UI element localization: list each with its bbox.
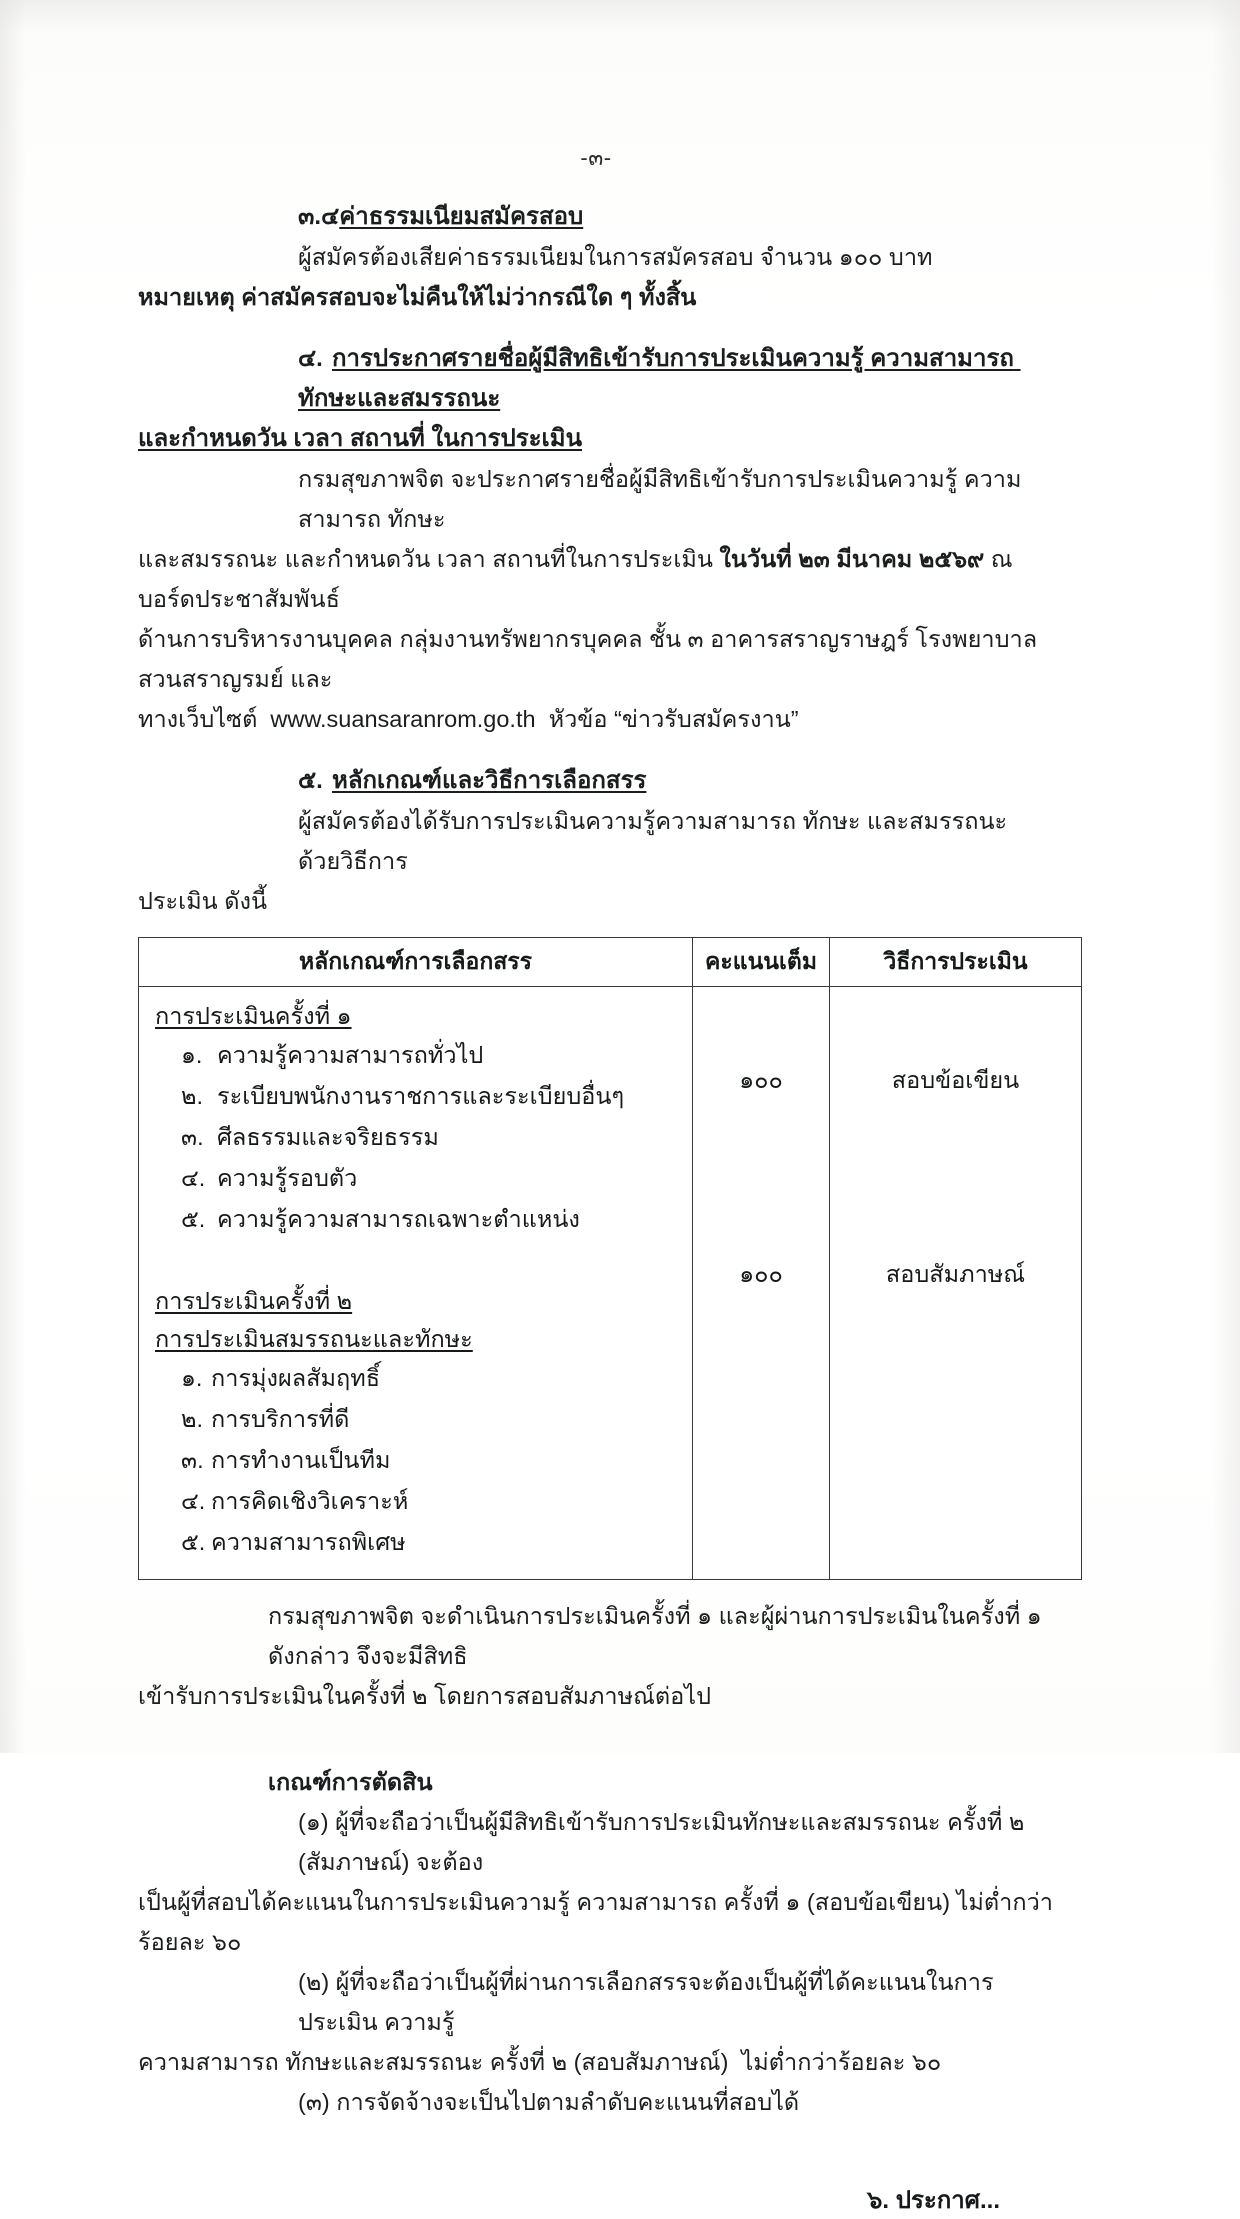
selection-criteria-table — [138, 937, 1082, 1580]
section-4-heading-text-1: การประกาศรายชื่อผู้มีสิทธิเข้ารับการประเมินความรู้ ความสามารถ ทักษะและสมรรถนะ — [298, 345, 1021, 412]
after-table-line1: กรมสุขภาพจิต จะดำเนินการประเมินครั้งที่ ๑ และผู้ผ่านการประเมินในครั้งที่ ๑ ดังกล่าว จึงจะมีสิทธิ — [268, 1603, 1049, 1669]
column-header-method: วิธีการประเมิน — [830, 938, 1082, 987]
after-table-line2: เข้ารับการประเมินในครั้งที่ ๒ โดยการสอบสัมภาษณ์ต่อไป — [138, 1683, 712, 1709]
item-number: ๓. — [181, 1447, 204, 1473]
section-3-4-body: ผู้สมัครต้องเสียค่าธรรมเนียมในการสมัครสอบ จำนวน ๑๐๐ บาท — [298, 244, 933, 270]
assessment-date: ในวันที่ ๒๓ มีนาคม ๒๕๖๙ — [719, 546, 985, 572]
item-text: การบริการที่ดี — [211, 1406, 350, 1432]
next-section-footer: ๖. ประกาศ... — [867, 2187, 1000, 2214]
column-header-criteria: หลักเกณฑ์การเลือกสรร — [139, 938, 693, 987]
list-item — [181, 1522, 676, 1563]
item-text: ความรู้ความสามารถเฉพาะตำแหน่ง — [217, 1206, 580, 1232]
section-5-body-line2: ประเมิน ดังนี้ — [138, 888, 268, 914]
round-1-title-wrap — [155, 997, 676, 1035]
item-number: ๕. — [181, 1529, 206, 1555]
section-4-heading-line1 — [138, 339, 1054, 419]
table-header — [139, 938, 1082, 987]
section-4-number: ๔. — [298, 345, 323, 372]
round-2-title-wrap — [155, 1282, 676, 1320]
section-4-body-line1: กรมสุขภาพจิต จะประกาศรายชื่อผู้มีสิทธิเข้ารับการประเมินความรู้ ความสามารถ ทักษะ — [298, 466, 1022, 532]
round-2-title: การประเมินครั้งที่ ๒ — [155, 1288, 353, 1314]
section-5-heading-text: หลักเกณฑ์และวิธีการเลือกสรร — [332, 767, 647, 794]
list-item — [181, 1440, 676, 1481]
section-3-4-number: ๓.๔ — [298, 203, 340, 230]
website-url[interactable]: www.suansaranrom.go.th — [270, 706, 536, 732]
decision-item-2-line2: ความสามารถ ทักษะและสมรรถนะ ครั้งที่ ๒ (สอบสัมภาษณ์) ไม่ต่ำกว่าร้อยละ ๖๐ — [138, 2049, 942, 2075]
section-3-4-note: หมายเหตุ ค่าสมัครสอบจะไม่คืนให้ไม่ว่ากรณีใด ๆ ทั้งสิ้น — [138, 284, 697, 310]
score-cell — [693, 987, 830, 1580]
round-1-score: ๑๐๐ — [739, 1067, 783, 1093]
decision-item-1-line1: (๑) ผู้ที่จะถือว่าเป็นผู้มีสิทธิเข้ารับการประเมินทักษะและสมรรถนะ ครั้งที่ ๒ (สัมภาษณ์) จะต้อง — [298, 1809, 1031, 1875]
section-5-body-line1: ผู้สมัครต้องได้รับการประเมินความรู้ความสามารถ ทักษะ และสมรรถนะ ด้วยวิธีการ — [298, 808, 1014, 874]
round-1-method: สอบข้อเขียน — [891, 1067, 1020, 1093]
round-1-item-list — [155, 1035, 676, 1240]
item-text: ระเบียบพนักงานราชการและระเบียบอื่นๆ — [217, 1083, 625, 1109]
item-text: ความรู้รอบตัว — [217, 1165, 358, 1191]
column-header-score: คะแนนเต็ม — [693, 938, 830, 987]
scan-shadow-left — [0, 0, 26, 1753]
item-text: การมุ่งผลสัมฤทธิ์ — [211, 1365, 381, 1391]
decision-item-1-line2: เป็นผู้ที่สอบได้คะแนนในการประเมินความรู้ ความสามารถ ครั้งที่ ๑ (สอบข้อเขียน) ไม่ต่ำกว่าร้อยละ ๖๐ — [138, 1889, 1053, 1955]
item-text: การคิดเชิงวิเคราะห์ — [211, 1488, 409, 1514]
item-text: การทำงานเป็นทีม — [211, 1447, 391, 1473]
list-item — [181, 1358, 676, 1399]
criteria-cell-inner — [139, 987, 692, 1579]
list-item — [181, 1199, 676, 1240]
table-row — [139, 987, 1082, 1580]
list-item — [181, 1399, 676, 1440]
decision-criteria-heading: เกณฑ์การตัดสิน — [268, 1769, 433, 1795]
section-4-body-line4 — [138, 699, 1054, 739]
section-4-body-line3: ด้านการบริหารงานบุคคล กลุ่มงานทรัพยากรบุคคล ชั้น ๓ อาคารสราญราษฎร์ โรงพยาบาลสวนสราญรมย์ และ — [138, 626, 1038, 692]
section-5-number: ๕. — [298, 767, 323, 794]
list-item — [181, 1481, 676, 1522]
list-item — [181, 1076, 676, 1117]
section-4-body-line2 — [138, 539, 1054, 619]
item-number: ๒. — [181, 1406, 204, 1432]
decision-item-3: (๓) การจัดจ้างจะเป็นไปตามลำดับคะแนนที่สอบได้ — [298, 2089, 800, 2115]
section-4-heading-line2 — [138, 419, 1054, 459]
round-2-method: สอบสัมภาษณ์ — [885, 1261, 1026, 1287]
item-number: ๒. — [181, 1083, 204, 1109]
section-4-heading-text-2: และกำหนดวัน เวลา สถานที่ ในการประเมิน — [138, 425, 582, 452]
round-2-item-list — [155, 1358, 676, 1563]
page-content — [138, 0, 1054, 2219]
round-2-subtitle: การประเมินสมรรถนะและทักษะ — [155, 1326, 473, 1352]
criteria-cell — [139, 987, 693, 1580]
item-text: ความรู้ความสามารถทั่วไป — [217, 1042, 484, 1068]
decision-item-2-line1: (๒) ผู้ที่จะถือว่าเป็นผู้ที่ผ่านการเลือกสรรจะต้องเป็นผู้ที่ได้คะแนนในการประเมิน ความรู้ — [298, 1969, 994, 2035]
item-text: ศีลธรรมและจริยธรรม — [217, 1124, 439, 1150]
item-number: ๔. — [181, 1165, 206, 1191]
table-header-row — [139, 938, 1082, 987]
item-text: ความสามารถพิเศษ — [211, 1529, 406, 1555]
item-number: ๔. — [181, 1488, 206, 1514]
method-cell — [830, 987, 1082, 1580]
section-5-heading — [138, 761, 1054, 801]
section-3-4-heading-text: ค่าธรรมเนียมสมัครสอบ — [339, 203, 584, 230]
list-item — [181, 1035, 676, 1076]
item-number: ๕. — [181, 1206, 206, 1232]
item-number: ๑. — [181, 1365, 203, 1391]
round-1-title: การประเมินครั้งที่ ๑ — [155, 1003, 352, 1029]
item-number: ๓. — [181, 1124, 204, 1150]
scan-shadow-right — [1210, 0, 1240, 1753]
list-item — [181, 1158, 676, 1199]
section-3-4-heading — [138, 197, 1054, 237]
website-topic: หัวข้อ “ข่าวรับสมัครงาน” — [535, 706, 799, 732]
list-item — [181, 1117, 676, 1158]
round-2-score: ๑๐๐ — [739, 1261, 783, 1287]
round-separator — [155, 1240, 676, 1282]
table-body — [139, 987, 1082, 1580]
round-2-subtitle-wrap — [155, 1320, 676, 1358]
page-number: -๓- — [580, 145, 612, 170]
item-number: ๑. — [181, 1042, 203, 1068]
section-4-body-line2-pre: และสมรรถนะ และกำหนดวัน เวลา สถานที่ในการประเมิน — [138, 546, 720, 572]
section-4-body-line2-post: ณ บอร์ดประชาสัมพันธ์ — [138, 546, 1020, 612]
website-label: ทางเว็บไซต์ — [138, 706, 271, 732]
